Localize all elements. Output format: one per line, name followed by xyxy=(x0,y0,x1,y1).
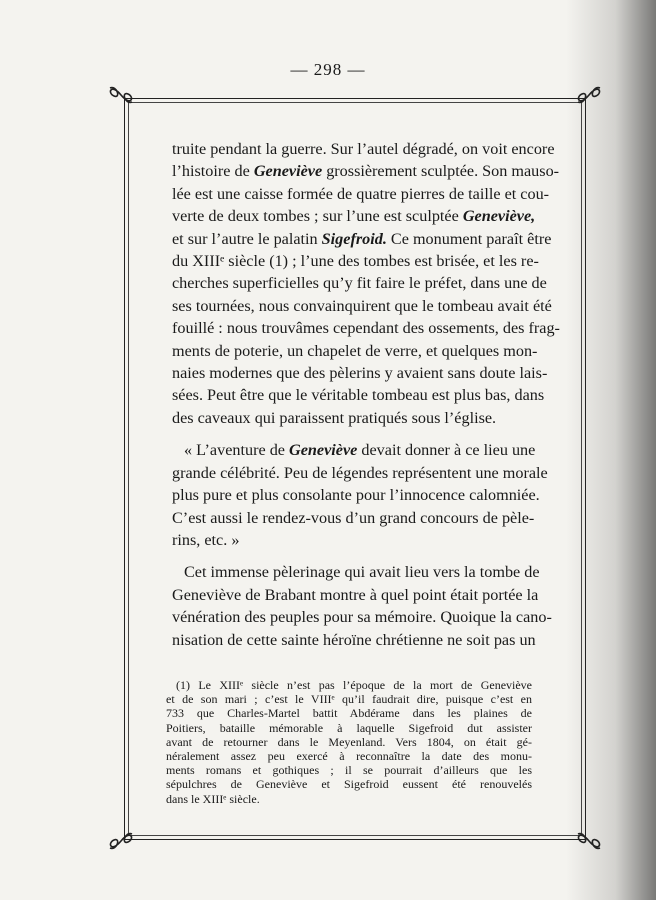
text-line: et sur l’autre le palatin Sigefroid. Ce monument paraît être xyxy=(172,229,552,248)
name-genevieve: Geneviève, xyxy=(462,207,536,226)
text-line: truite pendant la guerre. Sur l’autel dégradé, on voit encore xyxy=(172,140,555,158)
corner-ornament-icon xyxy=(106,80,136,110)
text-line: plus pure et plus consolante pour l’innocence calomniée. xyxy=(172,486,540,505)
text-line: rins, etc. » xyxy=(172,530,240,549)
text-line: du XIIIᵉ siècle (1) ; l’une des tombes est brisée, et les re- xyxy=(172,252,539,271)
name-genevieve: Geneviève xyxy=(289,441,358,460)
footnote-line: néralement assez peu exercé à reconnaître la date des monu- xyxy=(166,749,532,764)
text-line: Cet immense pèlerinage qui avait lieu vers la tombe de xyxy=(184,563,540,582)
paragraph-3 xyxy=(172,561,552,651)
text-line: grande célébrité. Peu de légendes représentent une morale xyxy=(172,463,548,482)
text-line: lée est une caisse formée de quatre pierres de taille et cou- xyxy=(172,184,550,203)
footnote-line: dans le XIIIᵉ siècle. xyxy=(166,791,260,806)
text-line: sées. Peut être que le véritable tombeau est plus bas, dans xyxy=(172,386,545,405)
footnote xyxy=(166,678,532,806)
footnote-line: sépulchres de Geneviève et Sigefroid eussent été renouvelés xyxy=(166,777,532,792)
text-line: naies modernes que des pèlerins y avaient sans doute lais- xyxy=(172,364,548,383)
corner-ornament-icon xyxy=(574,80,604,110)
text-line: ses tournées, nous convainquirent que le tombeau avait été xyxy=(172,296,552,315)
text-line: cherches superficielles qu’y fit faire le préfet, dans une de xyxy=(172,274,547,293)
paragraph-1 xyxy=(172,138,560,429)
name-genevieve: Geneviève xyxy=(253,162,323,181)
footnote-line: Poitiers, bataille mémorable à laquelle Sigefroid dut assister xyxy=(166,720,532,735)
footnote-line: 733 que Charles-Martel battit Abdérame dans les plaines de xyxy=(166,706,532,721)
text-line: C’est aussi le rendez-vous d’un grand concours de pèle- xyxy=(172,508,535,527)
paragraph-2 xyxy=(172,439,548,551)
text-line: « L’aventure de Geneviève devait donner à ce lieu une xyxy=(184,441,536,460)
footnote-line: avant de retourner dans le Meyenland. Vers 1804, on était gé- xyxy=(166,734,532,749)
name-sigefroid: Sigefroid. xyxy=(321,229,387,248)
page-number: — 298 — xyxy=(290,60,366,79)
footnote-line: et de son mari ; c’est le VIIIᵉ qu’il faudrait dire, puisque c’est en xyxy=(166,692,532,707)
footnote-line: ments romans et gothiques ; il se pourrait d’ailleurs que les xyxy=(166,763,532,778)
text-line: fouillé : nous trouvâmes cependant des ossements, des frag- xyxy=(172,319,560,338)
footnote-line: (1) Le XIIIᵉ siècle n’est pas l’époque de la mort de Geneviève xyxy=(176,678,532,692)
corner-ornament-icon xyxy=(574,826,604,856)
text-line: verte de deux tombes ; sur l’une est sculptée Geneviève, xyxy=(172,207,536,226)
main-text xyxy=(172,138,560,651)
corner-ornament-icon xyxy=(106,826,136,856)
text-line: l’histoire de Geneviève grossièrement sculptée. Son mauso- xyxy=(172,162,560,181)
text-line: des caveaux qui paraissent pratiqués sous l’église. xyxy=(172,408,497,427)
text-line: Geneviève de Brabant montre à quel point était portée la xyxy=(172,585,539,604)
text-line: nisation de cette sainte héroïne chrétienne ne soit pas un xyxy=(172,630,536,649)
text-line: vénération des peuples pour sa mémoire. Quoique la cano- xyxy=(172,608,552,627)
text-line: ments de poterie, un chapelet de verre, et quelques mon- xyxy=(172,341,538,360)
